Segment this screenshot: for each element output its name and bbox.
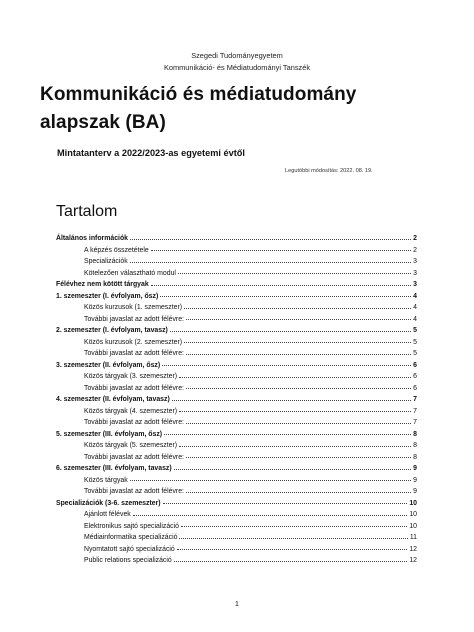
toc-heading: Tartalom — [56, 203, 118, 220]
title-line-1: Kommunikáció és médiatudomány — [40, 84, 357, 105]
toc-entry-page: 8 — [413, 453, 417, 461]
toc-entry-label: 4. szemeszter (II. évfolyam, tavasz) — [56, 396, 170, 403]
toc-dot-leader — [186, 388, 411, 389]
toc-entry[interactable] — [56, 452, 417, 464]
toc-entry-page: 9 — [413, 476, 417, 484]
toc-dot-leader — [130, 239, 411, 240]
toc-entry-label: További javaslat az adott félévre: — [84, 384, 184, 392]
toc-entry-label: Ajánlott félévek — [84, 511, 131, 518]
toc-entry[interactable] — [56, 555, 417, 567]
toc-entry[interactable] — [56, 256, 417, 268]
toc-entry-page: 7 — [413, 419, 417, 426]
toc-entry[interactable] — [56, 348, 417, 360]
toc-entry[interactable] — [56, 532, 417, 544]
toc-dot-leader — [186, 423, 411, 424]
toc-entry-label: További javaslat az adott félévre: — [84, 419, 184, 426]
toc-entry-label: 5. szemeszter (III. évfolyam, ősz) — [56, 430, 163, 438]
toc-entry[interactable] — [56, 406, 417, 418]
toc-entry[interactable] — [56, 314, 417, 326]
toc-dot-leader — [172, 400, 411, 401]
toc-entry-page: 12 — [409, 557, 417, 564]
toc-entry-label: Közös tárgyak (5. szemeszter) — [84, 442, 178, 449]
toc-entry[interactable] — [56, 486, 417, 498]
toc-dot-leader — [151, 250, 411, 251]
toc-entry-label: Specializációk — [84, 258, 128, 265]
toc-entry-label: Közös kurzusok (2. szemeszter) — [84, 338, 183, 346]
toc-dot-leader — [164, 434, 411, 435]
toc-dot-leader — [186, 492, 411, 493]
toc-entry-page: 10 — [409, 499, 417, 507]
toc-entry-page: 7 — [413, 396, 417, 403]
toc-entry-page: 6 — [413, 384, 417, 392]
toc-entry-page: 10 — [409, 522, 417, 530]
toc-dot-leader — [184, 342, 411, 343]
toc-entry-page: 10 — [409, 511, 417, 518]
toc-entry[interactable] — [56, 521, 417, 533]
toc-dot-leader — [130, 480, 411, 481]
title-line-2: alapszak (BA) — [40, 112, 166, 133]
page-number: 1 — [235, 601, 239, 608]
toc-entry[interactable] — [56, 325, 417, 337]
toc-entry-label: Közös tárgyak — [84, 476, 128, 484]
toc-entry-page: 3 — [413, 281, 417, 288]
toc-entry[interactable] — [56, 440, 417, 452]
department-name: Kommunikáció- és Médiatudományi Tanszék — [163, 63, 311, 72]
toc-entry-page: 6 — [413, 373, 417, 380]
toc-entry-label: Elektronikus sajtó specializáció — [84, 522, 179, 530]
toc-entry[interactable] — [56, 394, 417, 406]
toc-entry[interactable] — [56, 268, 417, 280]
toc-entry-label: Közös kurzusok (1. szemeszter) — [84, 304, 183, 311]
toc-entry-label: Kötelezően választható modul — [84, 269, 176, 277]
toc-entry[interactable] — [56, 509, 417, 521]
toc-entry-label: További javaslat az adott félévre: — [84, 453, 184, 461]
last-modified-note: Legutóbbi módosítás: 2022. 08. 19. — [285, 168, 373, 174]
toc-entry-page: 9 — [413, 465, 417, 472]
toc-dot-leader — [179, 411, 411, 412]
toc-entry-page: 2 — [413, 235, 417, 242]
document-header — [0, 50, 474, 74]
toc-dot-leader — [179, 538, 407, 539]
toc-entry-label: 6. szemeszter (III. évfolyam, tavasz) — [56, 465, 172, 472]
toc-entry[interactable] — [56, 429, 417, 441]
toc-entry[interactable] — [56, 463, 417, 475]
toc-entry-label: Public relations specializáció — [84, 557, 172, 564]
toc-entry-page: 7 — [413, 407, 417, 415]
toc-entry-page: 3 — [413, 269, 417, 277]
toc-entry[interactable] — [56, 245, 417, 257]
document-title — [40, 81, 356, 137]
toc-entry-page: 6 — [413, 361, 417, 369]
toc-dot-leader — [184, 308, 411, 309]
toc-entry-page: 5 — [413, 327, 417, 334]
toc-dot-leader — [151, 285, 411, 286]
toc-entry-page: 8 — [413, 442, 417, 449]
toc-entry-label: További javaslat az adott félévre: — [84, 488, 184, 495]
toc-dot-leader — [181, 526, 407, 527]
toc-entry-label: Médiainformatika specializáció — [84, 534, 178, 541]
toc-dot-leader — [186, 457, 411, 458]
toc-dot-leader — [174, 561, 408, 562]
table-of-contents — [56, 233, 417, 567]
toc-entry[interactable] — [56, 417, 417, 429]
toc-entry[interactable] — [56, 337, 417, 349]
toc-entry[interactable] — [56, 498, 417, 510]
toc-entry-page: 5 — [413, 338, 417, 346]
toc-entry-page: 4 — [413, 304, 417, 311]
toc-dot-leader — [179, 377, 411, 378]
toc-dot-leader — [170, 331, 411, 332]
toc-entry[interactable] — [56, 475, 417, 487]
toc-entry[interactable] — [56, 279, 417, 291]
toc-dot-leader — [186, 319, 411, 320]
toc-entry[interactable] — [56, 360, 417, 372]
toc-entry-page: 11 — [409, 534, 417, 541]
toc-entry-label: 1. szemeszter (I. évfolyam, ősz) — [56, 292, 159, 300]
toc-entry-page: 8 — [413, 430, 417, 438]
toc-entry-label: 3. szemeszter (II. évfolyam, ősz) — [56, 361, 161, 369]
toc-entry[interactable] — [56, 233, 417, 245]
toc-dot-leader — [178, 273, 411, 274]
toc-entry-label: A képzés összetétele — [84, 246, 149, 254]
toc-entry-page: 4 — [413, 292, 417, 300]
toc-dot-leader — [179, 446, 411, 447]
toc-entry-label: Félévhez nem kötött tárgyak — [56, 281, 149, 288]
toc-entry-label: Specializációk (3-6. szemeszter) — [56, 499, 161, 507]
toc-dot-leader — [163, 503, 408, 504]
toc-entry-page: 4 — [413, 315, 417, 323]
toc-dot-leader — [174, 469, 411, 470]
toc-entry-label: 2. szemeszter (I. évfolyam, tavasz) — [56, 327, 168, 334]
document-subtitle: Mintatanterv a 2022/2023-as egyetemi évtől — [57, 148, 245, 158]
toc-entry[interactable] — [56, 291, 417, 303]
toc-entry-label: További javaslat az adott félévre: — [84, 315, 184, 323]
toc-entry-page: 5 — [413, 350, 417, 357]
toc-dot-leader — [162, 365, 411, 366]
toc-dot-leader — [177, 549, 408, 550]
toc-entry-label: Közös tárgyak (3. szemeszter) — [84, 373, 178, 380]
toc-entry[interactable] — [56, 371, 417, 383]
toc-entry-label: További javaslat az adott félévre: — [84, 350, 184, 357]
toc-entry-page: 3 — [413, 258, 417, 265]
toc-entry[interactable] — [56, 302, 417, 314]
toc-entry-page: 2 — [413, 246, 417, 254]
toc-entry[interactable] — [56, 383, 417, 395]
toc-entry-page: 9 — [413, 488, 417, 495]
toc-dot-leader — [160, 296, 411, 297]
toc-entry[interactable] — [56, 544, 417, 556]
toc-dot-leader — [186, 354, 411, 355]
toc-dot-leader — [130, 262, 411, 263]
toc-entry-label: Közös tárgyak (4. szemeszter) — [84, 407, 178, 415]
toc-entry-label: Nyomtatott sajtó specializáció — [84, 545, 175, 553]
toc-entry-page: 12 — [409, 545, 417, 553]
toc-dot-leader — [133, 515, 408, 516]
toc-entry-label: Általános információk — [56, 235, 128, 242]
university-name: Szegedi Tudományegyetem — [191, 51, 283, 60]
